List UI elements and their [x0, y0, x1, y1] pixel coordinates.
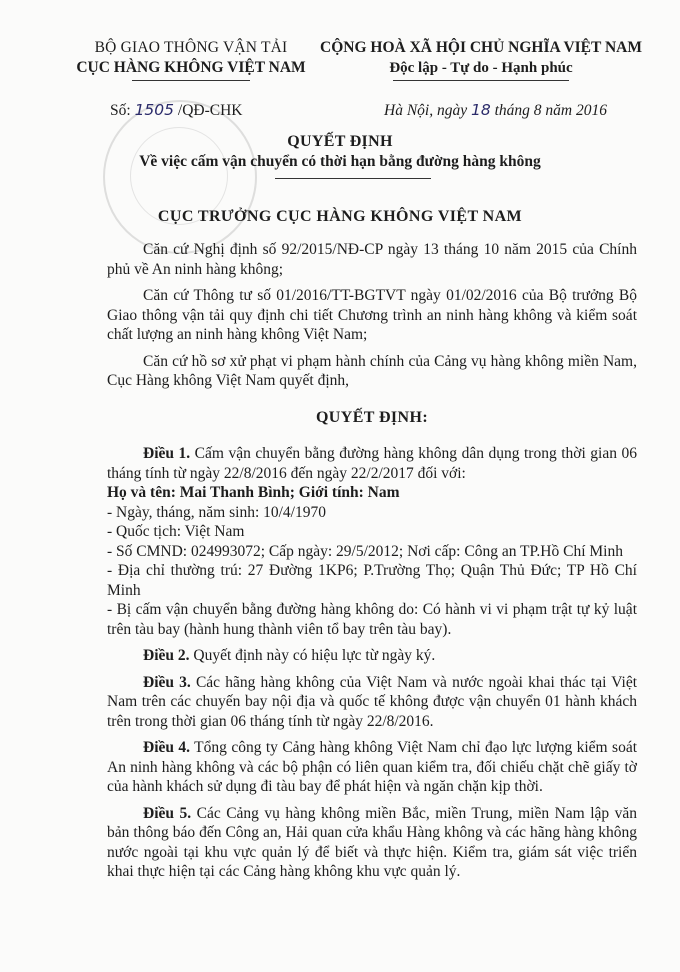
detail-id-card: - Số CMND: 024993072; Cấp ngày: 29/5/2012; Nơi cấp: Công an TP.Hồ Chí Minh [107, 542, 623, 560]
article-3-text: Các hãng hàng không của Việt Nam và nước ngoài khai thác tại Việt Nam trên các chuyến bay nội địa và quốc tế không được vận chuyển 01 hành khách trên trong thời gian 06 tháng tính từ ngày 22/8/2016. [107, 673, 638, 730]
republic-name: CỘNG HOÀ XÃ HỘI CHỦ NGHĨA VIỆT NAM [320, 39, 642, 56]
agency-underline [132, 80, 250, 81]
article-5-text: Các Cảng vụ hàng không miền Bắc, miền Trung, miền Nam lập văn bản thông báo đến Công an, Hải quan cửa khẩu Hàng không và các hãng hàng không nước ngoài tại khu vực quản lý để biết và thực hiện. Kiểm tra, giám sát việc triển khai thực hiện tại các Cảng hàng không khu vực quản lý. [107, 804, 638, 880]
preamble-2: Căn cứ Thông tư số 01/2016/TT-BGTVT ngày 01/02/2016 của Bộ trưởng Bộ Giao thông vận tải quy định chi tiết Chương trình an ninh hàng không và kiểm soát chất lượng an ninh hàng không Việt Nam; [107, 287, 637, 343]
issuing-body-block [66, 38, 316, 81]
preamble-1: Căn cứ Nghị định số 92/2015/NĐ-CP ngày 13 tháng 10 năm 2015 của Chính phủ về An ninh hàng không; [107, 241, 637, 278]
detail-reason: - Bị cấm vận chuyển bằng đường hàng không do: Có hành vi vi phạm trật tự kỷ luật trên tàu bay (hành hung thành viên tổ bay trên tàu bay). [107, 601, 637, 638]
article-3 [107, 673, 637, 732]
article-3-label: Điều 3. [143, 673, 191, 691]
article-2 [107, 646, 637, 666]
detail-address: - Địa chỉ thường trú: 27 Đường 1KP6; P.Trường Thọ; Quận Thủ Đức; TP Hồ Chí Minh [107, 562, 637, 599]
national-motto: Độc lập - Tự do - Hạnh phúc [389, 60, 573, 76]
agency-name: CỤC HÀNG KHÔNG VIỆT NAM [76, 59, 306, 76]
date-day-handwritten: 18 [470, 101, 491, 119]
document-number [110, 101, 242, 120]
decision-heading: QUYẾT ĐỊNH: [315, 408, 429, 426]
preamble-3: Căn cứ hồ sơ xử phạt vi phạm hành chính của Cảng vụ hàng không miền Nam, Cục Hàng không Việt Nam quyết định, [107, 352, 637, 389]
faded-seal-stamp [103, 100, 257, 254]
article-2-label: Điều 2. [143, 647, 190, 664]
article-4 [107, 738, 637, 797]
date-prefix: Hà Nội, ngày [384, 102, 471, 119]
article-1-text: Cấm vận chuyển bằng đường hàng không dân dụng trong thời gian 06 tháng tính từ ngày 22/8/2016 đến ngày 22/2/2017 đối với: [107, 445, 638, 482]
place-and-date [384, 101, 607, 120]
article-4-text: Tổng công ty Cảng hàng không Việt Nam chỉ đạo lực lượng kiểm soát An ninh hàng không và các bộ phận có liên quan kiểm tra, đối chiếu chặt chẽ giấy tờ của hành khách sử dụng đi tàu bay để phát hiện và ngăn chặn kịp thời. [107, 739, 638, 795]
number-suffix: /QĐ-CHK [174, 102, 243, 119]
number-prefix: Số: [110, 102, 135, 119]
ministry-name: BỘ GIAO THÔNG VẬN TẢI [94, 39, 288, 56]
motto-underline [393, 80, 569, 81]
subtitle-underline [275, 178, 431, 179]
document-title: QUYẾT ĐỊNH [287, 133, 393, 150]
document-body [107, 240, 637, 882]
issuing-authority: CỤC TRƯỞNG CỤC HÀNG KHÔNG VIỆT NAM [157, 208, 523, 225]
detail-birthdate: - Ngày, tháng, năm sinh: 10/4/1970 [107, 503, 326, 521]
article-1 [107, 444, 637, 483]
date-suffix: tháng 8 năm 2016 [490, 102, 607, 119]
person-name-line: Họ và tên: Mai Thanh Bình; Giới tính: Nam [107, 484, 400, 501]
article-5-label: Điều 5. [143, 804, 192, 822]
article-1-label: Điều 1. [143, 445, 191, 462]
number-handwritten: 1505 [134, 101, 175, 119]
document-subtitle: Về việc cấm vận chuyển có thời hạn bằng đường hàng không [139, 153, 541, 170]
article-2-text: Quyết định này có hiệu lực từ ngày ký. [189, 647, 436, 664]
national-title-block [310, 38, 652, 81]
detail-nationality: - Quốc tịch: Việt Nam [107, 523, 245, 540]
article-5 [107, 804, 637, 882]
article-4-label: Điều 4. [143, 739, 191, 756]
